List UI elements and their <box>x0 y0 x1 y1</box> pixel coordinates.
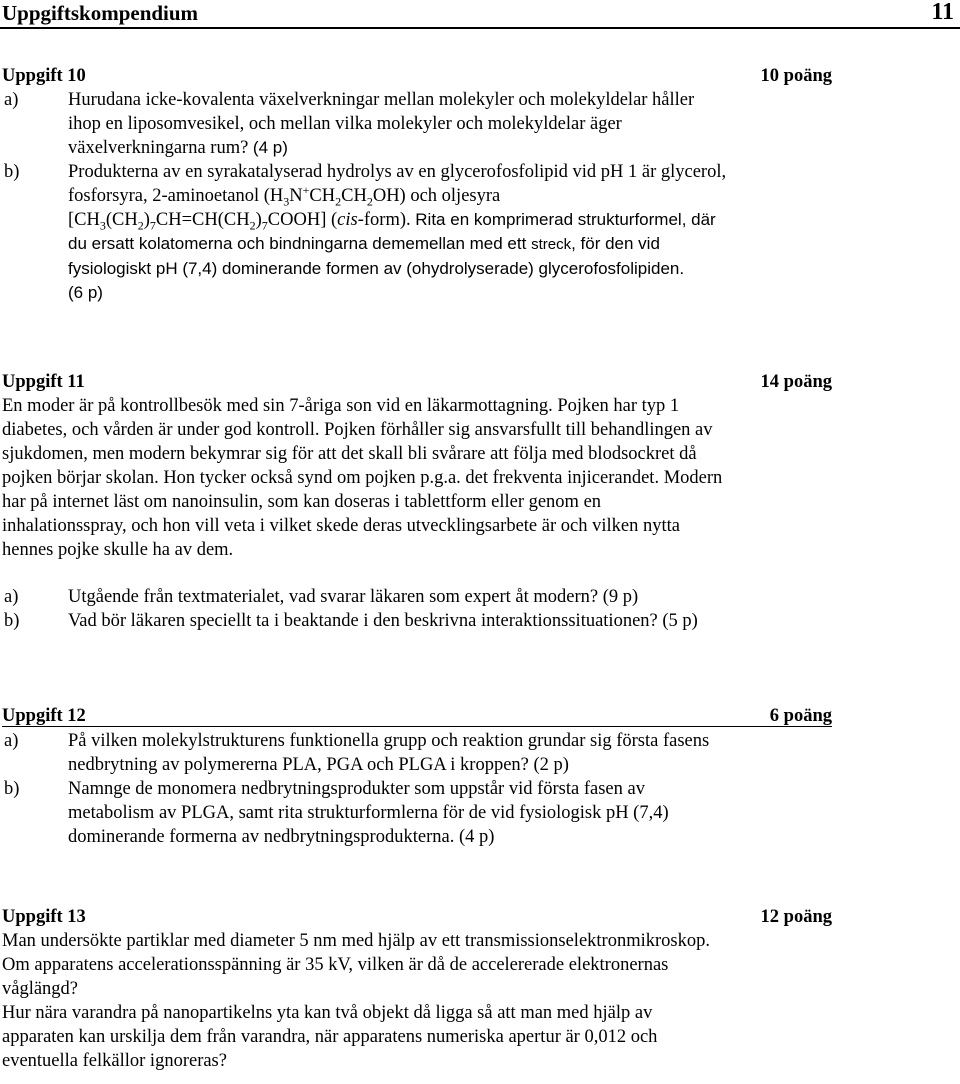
task-12 <box>2 704 832 849</box>
item-label: a) <box>4 587 19 607</box>
subscript: 3 <box>283 194 290 209</box>
text-line <box>68 136 832 160</box>
task-heading <box>2 704 832 727</box>
subscript: 3 <box>99 218 106 233</box>
italic-text: cis <box>337 210 358 230</box>
text-line: Hurudana icke-kovalenta växelverkningar mellan molekyler och molekyldelar håller <box>68 90 695 110</box>
text: du ersatt kolatomerna och bindningarna dememellan med ett <box>68 234 527 253</box>
text: fosforsyra, 2-aminoetanol (H <box>68 186 284 206</box>
text: Rita en komprimerad strukturformel, där <box>415 210 716 229</box>
item-label: a) <box>4 731 19 751</box>
paragraph <box>2 394 832 562</box>
text-line: Hur nära varandra på nanopartikelns yta kan två objekt då ligga så att man med hjälp av <box>2 1003 653 1023</box>
points-note: (6 p) <box>68 283 103 302</box>
text-line: eventuella felkällor ignoreras? <box>2 1051 227 1071</box>
task-title: Uppgift 10 <box>2 66 86 86</box>
text-line: våglängd? <box>2 979 79 999</box>
task-title: Uppgift 13 <box>2 907 86 927</box>
text-line: sjukdomen, men modern bekymrar sig för att det skall bli svårare att följa med blodsockret då <box>2 444 697 464</box>
subquestion-a <box>2 585 832 609</box>
item-label: b) <box>4 162 20 182</box>
task-points: 6 poäng <box>769 706 832 726</box>
text: ) <box>255 210 262 230</box>
formula-line <box>68 184 832 208</box>
text: växelverkningarna rum? <box>68 138 249 158</box>
superscript: + <box>302 182 310 197</box>
text: (CH <box>105 210 138 230</box>
task-heading <box>2 64 832 88</box>
text: COOH] ( <box>267 210 338 230</box>
subquestion-b <box>2 609 832 633</box>
text-line: diabetes, och vården är under god kontroll. Pojken förhåller sig ansvarsfullt till behandlingen av <box>2 420 713 440</box>
formula-line <box>68 208 832 232</box>
task-points: 14 poäng <box>760 372 832 392</box>
page-number: 11 <box>931 0 954 25</box>
subquestion-b <box>2 160 832 305</box>
text-line: En moder är på kontrollbesök med sin 7-åriga son vid en läkarmottagning. Pojken har typ 1 <box>2 396 680 416</box>
text-line: ihop en liposomvesikel, och mellan vilka molekyler och molekyldelar äger <box>68 114 622 134</box>
paragraph <box>2 929 832 1073</box>
subquestion-a <box>2 88 832 160</box>
text: OH) och oljesyra <box>372 186 501 206</box>
text-line: På vilken molekylstrukturens funktionella grupp och reaktion grundar sig första fasens <box>68 731 710 751</box>
text-line: har på internet läst om nanoinsulin, som kan doseras i tablettform eller genom en <box>2 492 602 512</box>
text-line: metabolism av PLGA, samt rita strukturformlerna för de vid fysiologisk pH (7,4) <box>68 803 669 823</box>
text: [CH <box>68 210 100 230</box>
text-line: inhalationsspray, och hon vill veta i vilket skede deras utvecklingsarbete är och vilken nytta <box>2 516 680 536</box>
text-line: fysiologiskt pH (7,4) dominerande formen av (ohydrolyserade) glycerofosfolipiden. <box>68 259 685 278</box>
text-line: Vad bör läkaren speciellt ta i beaktande i den beskrivna interaktionssituationen? (5 p) <box>68 611 698 631</box>
subscript: 7 <box>261 218 268 233</box>
text-line: Produkterna av en syrakatalyserad hydrolys av en glycerofosfolipid vid pH 1 är glycerol, <box>68 162 727 182</box>
text-line: Man undersökte partiklar med diameter 5 nm med hjälp av ett transmissionselektronmikroskop. <box>2 931 710 951</box>
text-line: Om apparatens accelerationsspänning är 35 kV, vilken är då de accelererade elektronernas <box>2 955 669 975</box>
header-title: Uppgiftskompendium <box>2 1 199 25</box>
text: -form). <box>357 210 411 230</box>
task-10 <box>2 64 832 305</box>
subquestion-a <box>2 729 832 777</box>
task-title: Uppgift 11 <box>2 372 85 392</box>
page-header <box>0 0 960 29</box>
subscript: 2 <box>249 218 256 233</box>
text-line <box>68 232 832 257</box>
text-line: Namnge de monomera nedbrytningsprodukter som uppstår vid första fasen av <box>68 779 645 799</box>
text-line: pojken börjar skolan. Hon tycker också synd om pojken p.g.a. det frekventa injicerandet. Modern <box>2 468 723 488</box>
text-line: dominerande formerna av nedbrytningsprodukterna. (4 p) <box>68 827 495 847</box>
text: , för den vid <box>571 234 660 253</box>
subscript: 2 <box>366 194 373 209</box>
text-line: apparaten kan urskilja dem från varandra, när apparatens numeriska apertur är 0,012 och <box>2 1027 658 1047</box>
task-heading <box>2 905 832 929</box>
text: CH <box>309 186 336 206</box>
text: CH <box>341 186 367 206</box>
subquestion-b <box>2 777 832 849</box>
task-title: Uppgift 12 <box>2 706 86 726</box>
task-11 <box>2 370 832 633</box>
task-heading <box>2 370 832 394</box>
task-13 <box>2 905 832 1073</box>
points-note: (4 p) <box>252 138 288 157</box>
text: CH=CH(CH <box>155 210 250 230</box>
text-line: nedbrytning av polymererna PLA, PGA och PLGA i kroppen? (2 p) <box>68 755 569 775</box>
item-label: b) <box>4 611 20 631</box>
text: N <box>289 186 303 206</box>
text-line: Utgående från textmaterialet, vad svarar läkaren som expert åt modern? (9 p) <box>68 587 639 607</box>
item-label: a) <box>4 90 19 110</box>
text-line: hennes pojke skulle ha av dem. <box>2 540 234 560</box>
emphasis-text: streck <box>531 236 572 253</box>
task-points: 10 poäng <box>760 66 832 86</box>
task-points: 12 poäng <box>760 907 832 927</box>
text: ) <box>143 210 150 230</box>
subscript: 7 <box>149 218 156 233</box>
item-label: b) <box>4 779 20 799</box>
subscript: 2 <box>335 194 342 209</box>
subscript: 2 <box>137 218 144 233</box>
